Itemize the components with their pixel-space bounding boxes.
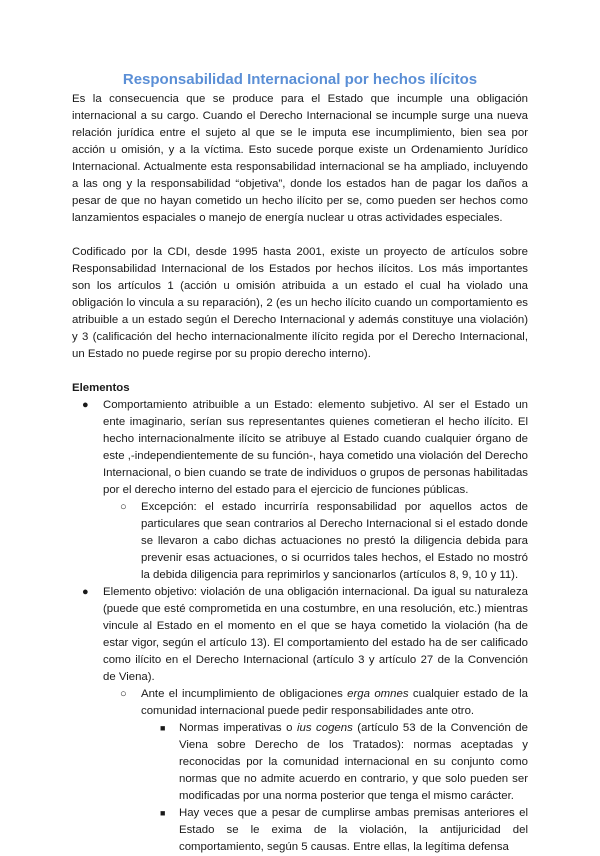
list-item-text: Excepción: el estado incurriría responsabilidad por aquellos actos de particulares que sean contrarios al Derecho Internacional si el estado donde se llevaron a cabo dichas actuaciones no prestó la diligencia debida para prevenir esas actuaciones, o si ocurridos tales hechos, el Estado no mostró la debida diligencia para reprimirlos y sancionarlos (artículos 8, 9, 10 y 11).: [141, 501, 528, 581]
section-heading-elementos: Elementos: [72, 382, 130, 394]
bullet-circle-icon: ○: [120, 501, 127, 513]
list-item-text-a: Ante el incumplimiento de obligaciones: [141, 688, 348, 700]
bullet-dot-icon: ●: [82, 586, 89, 598]
list-item: [120, 686, 528, 720]
list-item: [160, 720, 528, 805]
bullet-square-icon: ■: [160, 808, 166, 818]
bullet-dot-icon: ●: [82, 399, 89, 411]
intro-paragraph: Es la consecuencia que se produce para el Estado que incumple una obligación internacional a su cargo. Cuando el Derecho Internacional se incumple surge una nueva relación jurídica entre el sujeto al que se le imputa ese incumplimiento, bien sea por acción u omisión, y a la víctima. Esto sucede porque existe un Ordenamiento Jurídico Internacional. Actualmente esta responsabilidad internacional se ha ampliado, incluyendo a las ong y la responsabilidad “objetiva”, donde los estados han de pagar los daños a pesar de que no hayan cometido un hecho ilícito per se, como pueden ser hechos como lanzamientos espaciales o manejo de energía nuclear u otras actividades especiales.: [72, 93, 528, 224]
bullet-square-icon: ■: [160, 723, 166, 733]
list-item-text-b: cualquier estado de la comunidad internacional puede pedir responsabilidades ante otro.: [141, 688, 528, 717]
list-item: [82, 397, 528, 499]
page-title: Responsabilidad Internacional por hechos ilícitos: [122, 71, 478, 88]
list-item-text: Comportamiento atribuible a un Estado: elemento subjetivo. Al ser el Estado un ente imaginario, serían sus representantes quienes cometieran el hecho ilícito. El hecho internacionalmente ilícito se atribuye al Estado cuando cualquier órgano de este ,-independientemente de su función-, haya cometido una violación del Derecho Internacional, o bien cuando se trate de individuos o grupos de personas habilitadas por el derecho interno del estado para el ejercicio de funciones públicas.: [103, 399, 528, 496]
list-item: [120, 499, 528, 584]
bullet-circle-icon: ○: [120, 688, 127, 700]
list-item-text-b: (artículo 53 de la Convención de Viena sobre Derecho de los Tratados): normas aceptadas y reconocidas por la comunidad internacional en su conjunto como normas que no admite acuerdo en contrario, y que solo pueden ser modificadas por una norma posterior que tenga el mismo carácter.: [179, 722, 528, 802]
list-item-italic: erga omnes: [347, 688, 409, 700]
codification-paragraph: Codificado por la CDI, desde 1995 hasta 2001, existe un proyecto de artículos sobre Responsabilidad Internacional de los Estados por hechos ilícitos. Los más importantes son los artículos 1 (acción u omisión atribuida a un estado el cual ha violado una obligación lo vincula a su reparación), 2 (es un hecho ilícito cuando un comportamiento es atribuible a un estado según el Derecho Internacional y además constituye una violación) y 3 (calificación del hecho internacionalmente ilícito regida por el Derecho Internacional, un Estado no puede regirse por su propio derecho interno).: [72, 246, 528, 360]
list-item-text-a: Normas imperativas o: [179, 722, 297, 734]
list-item: [160, 805, 528, 856]
list-item: [82, 584, 528, 686]
list-item-text: Elemento objetivo: violación de una obligación internacional. Da igual su naturaleza (puede que esté comprometida en una costumbre, en una resolución, etc.) mientras vincule al Estado en el momento en el que se haya cometido la violación (ha de estar vigor, según el artículo 13). El comportamiento del estado ha de ser calificado como ilícito en el Derecho Internacional (artículo 3 y artículo 27 de la Convención de Viena).: [103, 586, 528, 683]
list-item-italic: ius cogens: [296, 722, 353, 734]
list-item-text: Hay veces que a pesar de cumplirse ambas premisas anteriores el Estado se le exima de la violación, la antijuricidad del comportamiento, según 5 causas. Entre ellas, la legítima defensa: [179, 807, 528, 853]
